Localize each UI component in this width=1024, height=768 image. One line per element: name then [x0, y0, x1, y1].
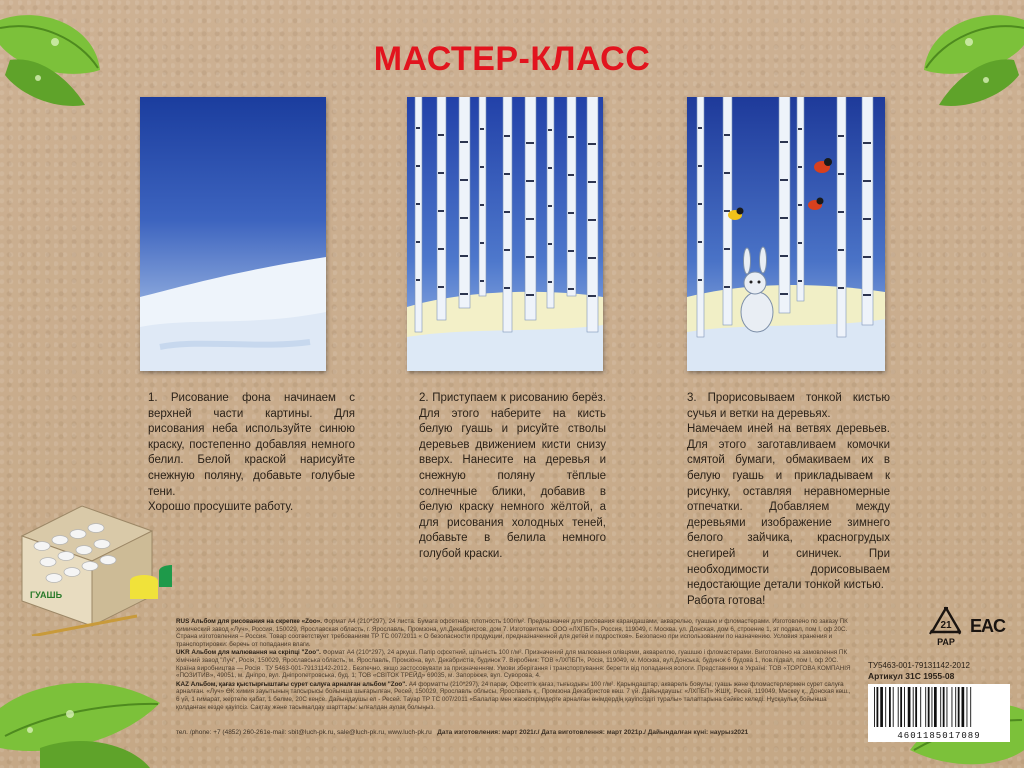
step-3-text	[687, 391, 890, 609]
page-title: МАСТЕР-КЛАСС	[373, 40, 651, 78]
birch-trunk	[503, 97, 512, 332]
legal-kaz-title: Альбом, қағаз қыстырғыштағы сурет салуға арналған альбом "Zoo".	[190, 680, 408, 688]
legal-rus-tag: RUS	[176, 618, 190, 625]
step-1-paragraph: Хорошо просушите работу.	[148, 501, 294, 514]
birch-trunk	[797, 97, 804, 301]
birch-trunk	[525, 97, 536, 320]
production-dates: Дата изготовления: март 2021г./ Дата виготовлення: март 2021р./ Дайындалған күні: наурыз2021	[437, 729, 749, 736]
step-3-paragraph: Работа готова!	[687, 594, 766, 607]
legal-kaz	[176, 681, 854, 711]
step-1-text	[148, 391, 355, 516]
legal-ukr-title: Альбом для малювання на скріпці "Zoo".	[191, 649, 321, 657]
birch-trunk	[862, 97, 873, 325]
birch-trunk	[779, 97, 790, 313]
eac-mark: EAC	[970, 616, 1006, 636]
step-1-image	[140, 97, 326, 371]
birch-trunk	[697, 97, 704, 337]
legal-ukr-body: Формат А4 (210*297), 24 аркуші. Папір офсетний, щільність 100 г/м². Призначений для малювання олівцями, аквареллю, гуашшю і фломастерами. Виготовлено на замовлення ПК хімічний завод "Луч", Росія, 150029, Ярославська область, м. Ярославль, Промзона, вул. Декабристів, будинок 7. Виробник: ТОВ «ЛХПБП», Росія, 119049, м. Москва, вул.Донська, будинок 6 будова 1, пов.підвал, пом I, оф 20С. Країна виробництва — Росія . ТУ 5463-001-79131142-2012 . Безпечно, якщо застосовувати за призначенням. Умови зберігання і транспортування: берегти від попадання вологи. Представники в Україні: ТОВ «ТОРГОВА КОМПАНІЯ «ПОЗИТИВ», 49051, м. Дніпро, вул. Дніпропетровська, буд. 1; ТОВ «СВІТОК ТРЕЙД» 69035, м. Запоріжжя, вул. Суворова, 4.	[176, 649, 851, 680]
legal-rus-title: Альбом для рисования на скрепке «Zoo».	[191, 618, 322, 625]
legal-kaz-tag: KAZ	[176, 680, 189, 688]
birch-trunk	[479, 97, 486, 296]
barcode	[868, 684, 1010, 742]
recycle-icon	[928, 605, 964, 647]
recycle-label: PAP	[937, 637, 955, 647]
step-3-paragraph: 3. Прорисовываем тонкой кистью сучья и ветки на деревьях.	[687, 392, 890, 420]
gouache-kit-icon	[12, 476, 172, 636]
step-1-paragraph: 1. Рисование фона начинаем с верхней части картины. Для рисования неба используйте синюю краску, постепенно добавляя немного белил. Белой краской нарисуйте снежную поляну, добавьте голубые тени.	[148, 392, 355, 498]
footer-line	[176, 729, 866, 736]
step-3-image	[687, 97, 885, 371]
tu-number: ТУ5463-001-79131142-2012	[868, 661, 970, 670]
article-number: Артикул 31С 1955-08	[868, 671, 955, 681]
legal-ukr	[176, 649, 854, 679]
leaf-bottom-left-icon	[0, 648, 165, 768]
legal-kaz-body: А4 форматты (210*297), 24 парақ. Офсеттік қағаз, тығыздығы 100 г/м². Қарындаштар, акварель бояулы, гуашь және фломастерлермен сурет салуға арналған. «Луч» ӨК химия зауытының тапсырысы бойынша шығарылған, Ресей, 150029, Ярославль облысы, Ярославль қ., Промзона Декабристов көш. 7 үй. Дайындаушы: «ЛХПБП» ЖШҚ, Ресей, 119049, Мәскеу қ., Донская көш., 6 үй, 1 ғимарат, жертөле қабат, 1 бөлме, 20С кеңсе. Дайындаушы ел - Ресей. Тауар ТР ТС 007/2011 «Балалар мен жасөспірімдерге арналған өнімдердің қауіпсіздігі туралы» талаптарына сәйкес келеді. Нұсқаулық бойынша қолданған кезде қауіпсіз. Сақтау және тасымалдау шарттары: ылғалдан аулақ болыңыз.	[176, 680, 851, 711]
step-2-paragraph: 2. Приступаем к рисованию берёз. Для этого наберите на кисть белую гуашь и рисуйте стволы деревьев движением кисти снизу вверх. Нанесите на деревья и снежную поляну тёплые солнечные блики, добавив в белую краску немного жёлтой, а для рисования холодных теней, добавьте в белила немного голубой краски.	[419, 392, 606, 560]
legal-rus-body: Формат А4 (210*297), 24 листа. Бумага офсетная, плотность 100г/м². Предназначен для рисования карандашами, акварелью, гуашью и фломастерами. Изготовлено по заказу ПК химический завод «Луч», Россия, 150029, Ярославская область, г. Ярославль, Промзона, ул.Декабристов, дом 7. Изготовитель: ООО «ЛХПБП», Россия, 119049, г. Москва, ул. Донская, дом 6, строение 1, эт подвал, пом I, оф 20С. Страна изготовления – Россия. Товар соответствует требованиям ТР ТС 007/2011 « О безопасности продукции, предназначенной для детей и подростков». Безопасно при использовании по назначению. Условия хранения и транспортировки: беречь от попадания влаги.	[176, 618, 848, 648]
legal-rus	[176, 618, 854, 648]
recycle-code: 21	[940, 620, 952, 631]
legal-text	[176, 618, 854, 712]
step-3-paragraph: Намечаем иней на ветвях деревьев. Для этого заготавливаем комочки смятой бумаги, обмакиваем их в белую гуашь и прикладываем к рисунку, оставляя неравномерные отпечатки. Добавляем между деревьями изображение зимнего белого зайчика, красногрудых снегирей и синичек. При необходимости дорисовываем недостающие детали тонкой кистью.	[687, 423, 890, 592]
step-2-image	[407, 97, 603, 371]
birch-trunk	[547, 97, 554, 308]
contacts-text: тел. /phone: +7 (4852) 260-261e-mail: sbit@luch-pk.ru, sale@luch-pk.ru, www.luch-pk.ru	[176, 729, 432, 736]
kit-brand-label: ГУАШЬ	[30, 590, 63, 600]
step-2-text	[419, 391, 606, 563]
birch-trunk	[837, 97, 846, 337]
legal-ukr-tag: UKR	[176, 649, 190, 657]
birch-trunk	[567, 97, 576, 296]
birch-trunk	[415, 97, 422, 332]
birch-trunk	[459, 97, 470, 308]
barcode-number: 4601185017089	[897, 731, 981, 741]
